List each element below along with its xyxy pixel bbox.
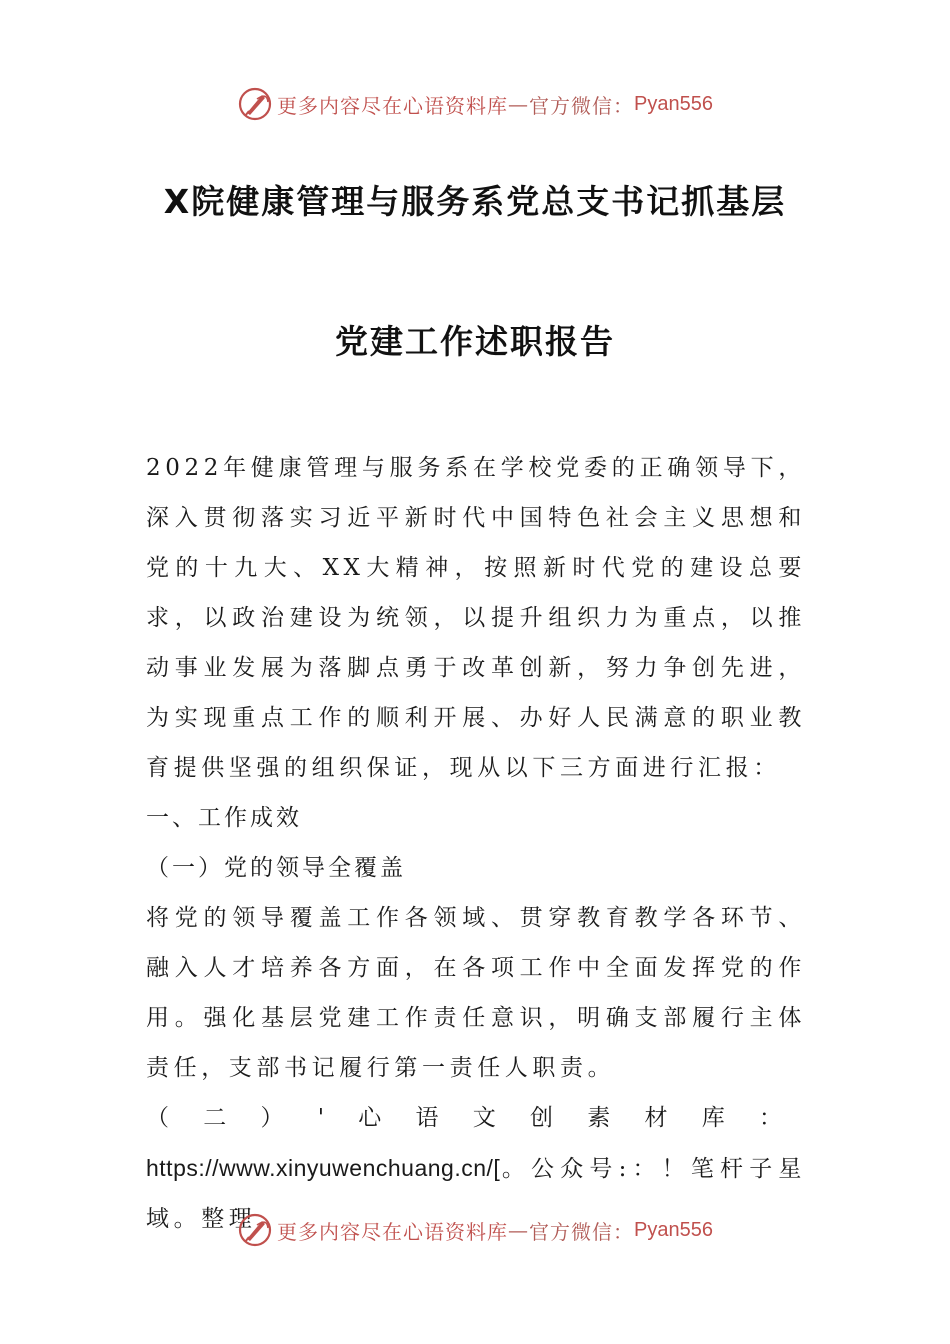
footer-dash: — <box>508 1218 530 1242</box>
quill-logo-icon <box>237 1212 273 1248</box>
subsection-2-suffix: 。公众号:：！笔杆子星域。整理 <box>146 1156 806 1232</box>
document-title-line-1: X院健康管理与服务系党总支书记抓基层 <box>163 182 787 221</box>
footer-wechat-id: Pyan556 <box>634 1218 713 1241</box>
intro-paragraph: 2022年健康管理与服务系在学校党委的正确领导下，深入贯彻落实习近平新时代中国特色社会主义思想和党的十九大、XX大精神，按照新时代党的建设总要求，以政治建设为统领，以提升组织力为重点，以推动事业发展为落脚点勇于改革创新，努力争创先进，为实现重点工作的顺利开展、办好人民满意的职业教育提供坚强的组织保证，现从以下三方面进行汇报： <box>146 455 806 781</box>
banner-wechat-label: 官方微信： <box>529 93 635 118</box>
subsection-1-heading: （一）党的领导全覆盖 <box>146 855 406 881</box>
banner-brand-text: 更多内容尽在心语资料库 <box>277 93 509 118</box>
section-1-heading: 一、工作成效 <box>146 805 302 831</box>
footer-banner <box>0 1208 950 1252</box>
subsection-2-prefix: （二）'心语文创素材库： <box>146 1105 806 1131</box>
source-url-link[interactable]: https://www.xinyuwenchuang.cn/[ <box>146 1155 501 1181</box>
subsection-1-paragraph: 将党的领导覆盖工作各领域、贯穿教育教学各环节、融入人才培养各方面，在各项工作中全面发挥党的作用。强化基层党建工作责任意识，明确支部履行主体责任，支部书记履行第一责任人职责。 <box>146 905 806 1081</box>
quill-logo-icon <box>237 86 273 122</box>
footer-brand-text: 更多内容尽在心语资料库 <box>277 1219 509 1244</box>
document-title-line-2: 党建工作述职报告 <box>335 322 615 361</box>
banner-wechat-id: Pyan556 <box>634 92 713 115</box>
footer-wechat-label: 官方微信： <box>529 1219 635 1244</box>
document-body <box>146 443 806 1244</box>
banner-dash: — <box>508 92 530 116</box>
header-banner <box>0 82 950 126</box>
